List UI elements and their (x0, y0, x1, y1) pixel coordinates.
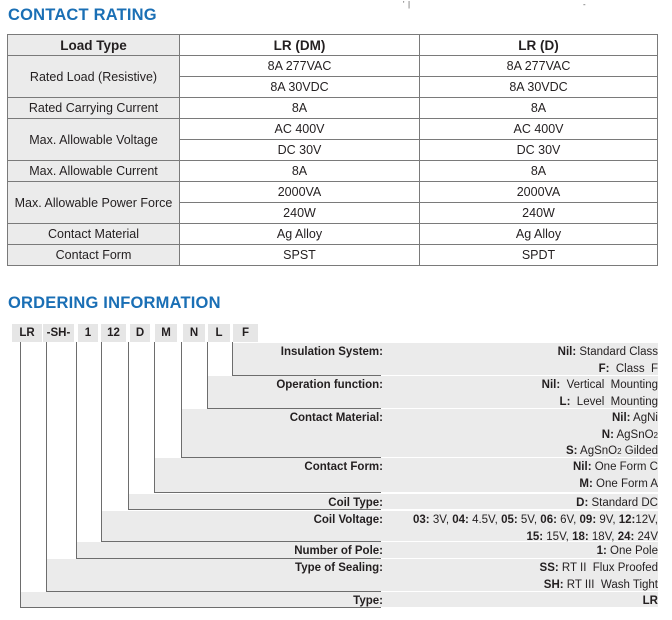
code-segment: D (130, 324, 150, 342)
rating-cell: 8A 30VDC (180, 77, 420, 98)
rating-row-label: Max. Allowable Power Force (8, 182, 180, 224)
rating-cell: 2000VA (420, 182, 658, 203)
connector-horizontal (232, 375, 381, 376)
rating-row-label: Rated Carrying Current (8, 98, 180, 119)
option-code: LR (642, 595, 658, 607)
option-text: 18V, (588, 530, 618, 543)
connector-horizontal (181, 457, 381, 458)
option-code: 24: (617, 530, 635, 543)
rating-cell: 2000VA (180, 182, 420, 203)
lr-d-header: LR (D) (420, 35, 658, 56)
rating-row-label: Contact Material (8, 224, 180, 245)
option-code: D: (576, 497, 589, 509)
field-option (560, 395, 658, 409)
field-option (643, 594, 658, 608)
option-code: 04: (452, 514, 469, 526)
rating-row-label: Max. Allowable Current (8, 161, 180, 182)
code-segment: 1 (78, 324, 98, 342)
field-option (573, 460, 658, 474)
rating-row (8, 119, 658, 140)
rating-cell: AC 400V (180, 119, 420, 140)
rating-cell: 8A (180, 161, 420, 182)
option-text: Level Mounting (570, 395, 658, 408)
field-label: Number of Pole: (294, 545, 383, 557)
option-subscript: 2 (653, 430, 658, 440)
field-option (540, 561, 658, 575)
option-code: F: (598, 362, 610, 375)
field-option (599, 362, 658, 376)
load-type-header: Load Type (8, 35, 180, 56)
connector-vertical (181, 342, 182, 457)
option-code: SH: (543, 578, 564, 591)
contact-rating-table (7, 34, 658, 266)
field-option (542, 378, 658, 392)
code-segment: N (183, 324, 205, 342)
option-code: L: (559, 395, 571, 408)
option-text: 12V, (635, 514, 658, 526)
rating-row (8, 98, 658, 119)
rating-cell: 8A 277VAC (420, 56, 658, 77)
rating-cell: DC 30V (420, 140, 658, 161)
option-text: Vertical Mounting (560, 379, 658, 391)
option-code: 03: (413, 514, 430, 526)
option-code: 18: (572, 530, 589, 543)
rating-row (8, 56, 658, 77)
connector-vertical (128, 342, 129, 509)
code-segment: 12 (101, 324, 126, 342)
rating-cell: SPST (180, 245, 420, 266)
rating-row-label: Rated Load (Resistive) (8, 56, 180, 98)
option-text: AgSnO (577, 445, 618, 457)
rating-cell: 8A 277VAC (180, 56, 420, 77)
field-option (566, 444, 658, 459)
code-segment: F (233, 324, 258, 342)
field-label: Coil Voltage: (313, 514, 383, 526)
option-code: M: (579, 477, 593, 490)
rating-cell: DC 30V (180, 140, 420, 161)
rating-row-label: Contact Form (8, 245, 180, 266)
option-text: 5V, (517, 514, 541, 526)
option-text-suffix: Gilded (621, 445, 658, 457)
field-label: Contact Material: (289, 412, 383, 424)
field-option (602, 428, 658, 443)
rating-cell: Ag Alloy (180, 224, 420, 245)
field-label: Insulation System: (280, 346, 383, 358)
option-text: 4.5V, (468, 514, 502, 526)
ordering-information-title: ORDERING INFORMATION (8, 294, 221, 312)
rating-cell: 240W (420, 203, 658, 224)
rating-cell: 8A 30VDC (420, 77, 658, 98)
connector-horizontal (154, 492, 381, 493)
contact-rating-title: CONTACT RATING (8, 6, 157, 24)
option-text: Standard DC (588, 497, 658, 509)
rating-row (8, 224, 658, 245)
option-text: 9V, (596, 514, 619, 526)
field-option (413, 513, 658, 527)
connector-vertical (76, 342, 77, 558)
field-option (612, 411, 658, 425)
option-subscript: 2 (617, 447, 622, 456)
rating-header-row (8, 35, 658, 56)
connector-vertical (101, 342, 102, 541)
field-option (558, 345, 658, 359)
option-text: AgSnO (613, 428, 654, 441)
field-option (576, 496, 658, 510)
connector-horizontal (207, 408, 381, 409)
rating-cell: 8A (420, 161, 658, 182)
connector-vertical (232, 342, 233, 375)
option-code: Nil: (611, 412, 631, 424)
option-code: Nil: (573, 461, 592, 473)
rating-row (8, 245, 658, 266)
field-option (579, 477, 658, 491)
code-segment: M (155, 324, 177, 342)
connector-vertical (20, 342, 21, 607)
rating-cell: SPDT (420, 245, 658, 266)
option-text: 6V, (556, 514, 580, 526)
connector-horizontal (46, 591, 381, 592)
option-text: Standard Class (576, 346, 658, 358)
option-text: 3V, (429, 514, 453, 526)
option-code: 06: (540, 514, 557, 526)
field-label: Operation function: (276, 379, 383, 391)
rating-cell: 8A (420, 98, 658, 119)
code-segment: L (208, 324, 230, 342)
option-code: 1: (596, 545, 607, 557)
option-code: 12: (618, 514, 636, 526)
field-label: Type: (353, 595, 383, 607)
option-code: SS: (539, 562, 559, 574)
rating-cell: 8A (180, 98, 420, 119)
rating-row-label: Max. Allowable Voltage (8, 119, 180, 161)
connector-vertical (46, 342, 47, 591)
field-option (597, 544, 658, 558)
field-option (544, 578, 658, 592)
rating-row (8, 161, 658, 182)
option-text: RT II Flux Proofed (558, 562, 658, 574)
connector-horizontal (20, 607, 381, 608)
option-code: Nil: (557, 346, 577, 358)
option-text: One Form C (591, 461, 658, 473)
option-text: RT III Wash Tight (563, 578, 658, 591)
field-option (526, 530, 658, 544)
option-code: 09: (579, 514, 597, 526)
option-code: N: (601, 428, 614, 441)
option-text: Class F (609, 362, 658, 375)
option-code: S: (565, 445, 578, 457)
option-code: 05: (501, 514, 518, 526)
code-segment: LR (12, 324, 42, 342)
option-code: Nil: (541, 379, 561, 391)
rating-cell: 240W (180, 203, 420, 224)
connector-horizontal (101, 541, 381, 542)
rating-cell: AC 400V (420, 119, 658, 140)
field-label: Type of Sealing: (295, 562, 383, 574)
lr-dm-header: LR (DM) (180, 35, 420, 56)
rating-row (8, 182, 658, 203)
connector-horizontal (76, 558, 381, 559)
connector-vertical (154, 342, 155, 492)
connector-vertical (207, 342, 208, 408)
option-code: 15: (526, 530, 544, 543)
field-label: Contact Form: (304, 461, 383, 473)
option-text: 15V, (543, 530, 573, 543)
code-segment: -SH- (43, 324, 74, 342)
field-band (20, 592, 658, 607)
option-text: 24V (634, 530, 658, 543)
option-text: One Pole (606, 545, 658, 557)
option-text: AgNi (630, 412, 658, 424)
field-label: Coil Type: (328, 497, 383, 509)
option-text: One Form A (592, 477, 658, 490)
rating-cell: Ag Alloy (420, 224, 658, 245)
